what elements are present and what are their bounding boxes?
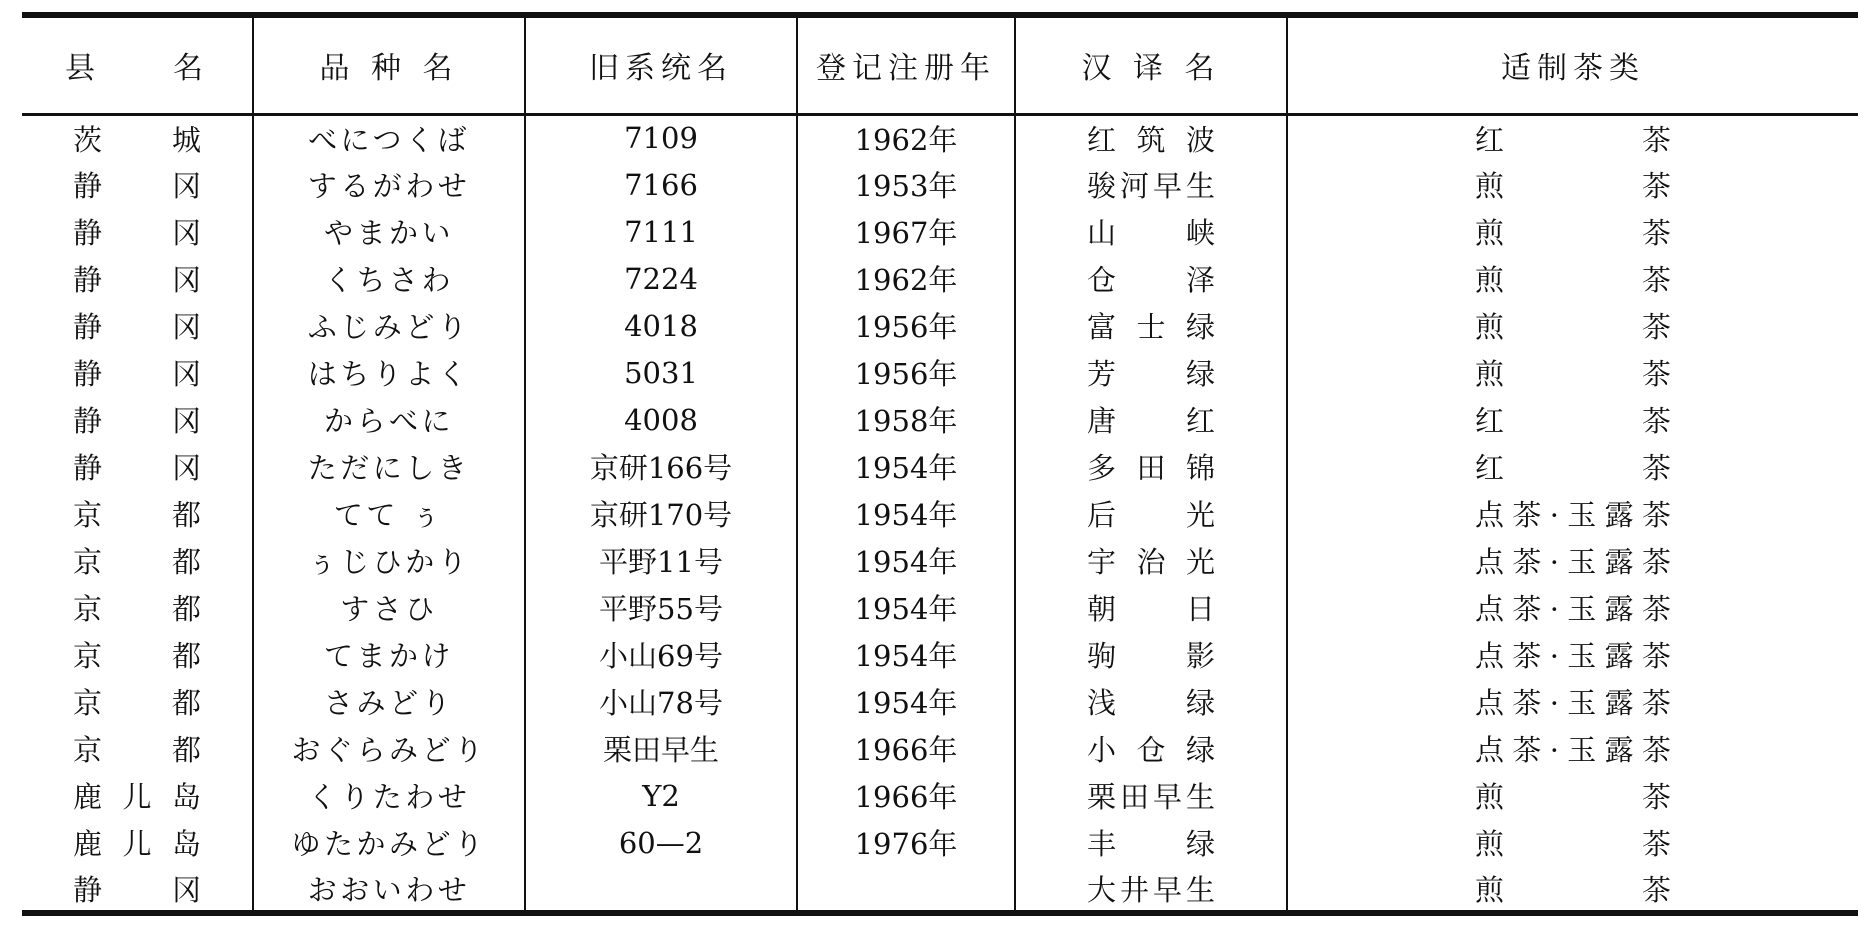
cultivar-cell: てまかけ	[253, 631, 525, 678]
old-name-cell: 京研170号	[525, 490, 797, 537]
chinese-name-cell-text: 丰绿	[1087, 827, 1215, 861]
county-cell-text: 静冈	[73, 451, 201, 485]
tea-type-cell	[1287, 114, 1858, 161]
old-name-cell: 4018	[525, 302, 797, 349]
tea-type-cell-text: 煎茶	[1475, 263, 1671, 297]
table-row	[22, 114, 1858, 161]
cultivar-cell: ただにしき	[253, 443, 525, 490]
year-cell: 1966年	[797, 725, 1015, 772]
chinese-name-cell-text: 红筑波	[1087, 122, 1215, 157]
county-cell	[22, 537, 253, 584]
county-cell	[22, 208, 253, 255]
tea-type-cell-text: 煎茶	[1475, 310, 1671, 344]
tea-type-cell-text: 煎茶	[1475, 169, 1671, 203]
table-body	[22, 114, 1858, 913]
table-row	[22, 349, 1858, 396]
year-cell: 1954年	[797, 631, 1015, 678]
tea-type-cell-text: 煎茶	[1475, 357, 1671, 391]
year-cell: 1954年	[797, 490, 1015, 537]
year-cell	[797, 866, 1015, 913]
cultivar-cell: やまかい	[253, 208, 525, 255]
year-cell: 1953年	[797, 161, 1015, 208]
county-cell	[22, 584, 253, 631]
tea-type-cell-text: 点茶·玉露茶	[1475, 545, 1671, 579]
county-cell	[22, 866, 253, 913]
table-row	[22, 443, 1858, 490]
header-chinese-name: 汉 译 名	[1015, 15, 1287, 114]
chinese-name-cell	[1015, 537, 1287, 584]
year-cell: 1962年	[797, 114, 1015, 161]
tea-cultivar-table	[22, 12, 1858, 916]
chinese-name-cell	[1015, 772, 1287, 819]
tea-type-cell	[1287, 255, 1858, 302]
tea-type-cell-text: 红茶	[1475, 451, 1671, 485]
old-name-cell: 小山69号	[525, 631, 797, 678]
old-name-cell: 小山78号	[525, 678, 797, 725]
year-cell: 1958年	[797, 396, 1015, 443]
county-cell	[22, 255, 253, 302]
tea-type-cell	[1287, 208, 1858, 255]
chinese-name-cell-text: 大井早生	[1087, 872, 1215, 907]
county-cell	[22, 490, 253, 537]
county-cell	[22, 772, 253, 819]
header-county: 县 名	[22, 15, 253, 114]
cultivar-cell: ゆたかみどり	[253, 819, 525, 866]
chinese-name-cell	[1015, 255, 1287, 302]
year-cell: 1954年	[797, 678, 1015, 725]
table-row	[22, 678, 1858, 725]
chinese-name-cell-text: 芳绿	[1087, 357, 1215, 391]
old-name-cell: 京研166号	[525, 443, 797, 490]
header-tea-type: 适制茶类	[1287, 15, 1858, 114]
chinese-name-cell-text: 后光	[1087, 498, 1215, 532]
tea-type-cell-text: 煎茶	[1475, 872, 1671, 907]
tea-type-cell	[1287, 302, 1858, 349]
old-name-cell: 5031	[525, 349, 797, 396]
tea-type-cell	[1287, 725, 1858, 772]
old-name-cell: 平野11号	[525, 537, 797, 584]
tea-type-cell	[1287, 537, 1858, 584]
county-cell-text: 鹿儿岛	[73, 827, 201, 861]
year-cell: 1966年	[797, 772, 1015, 819]
county-cell	[22, 302, 253, 349]
chinese-name-cell	[1015, 678, 1287, 725]
county-cell-text: 静冈	[73, 357, 201, 391]
tea-type-cell	[1287, 584, 1858, 631]
table-row	[22, 208, 1858, 255]
year-cell: 1954年	[797, 537, 1015, 584]
tea-type-cell	[1287, 443, 1858, 490]
cultivar-cell: ふじみどり	[253, 302, 525, 349]
county-cell-text: 茨城	[73, 122, 201, 157]
tea-type-cell	[1287, 866, 1858, 913]
tea-type-cell	[1287, 772, 1858, 819]
tea-type-cell	[1287, 490, 1858, 537]
tea-type-cell-text: 红茶	[1475, 404, 1671, 438]
header-year: 登记注册年	[797, 15, 1015, 114]
year-cell: 1956年	[797, 349, 1015, 396]
cultivar-cell: くちさわ	[253, 255, 525, 302]
tea-type-cell	[1287, 678, 1858, 725]
table-row	[22, 819, 1858, 866]
old-name-cell: 4008	[525, 396, 797, 443]
table-row	[22, 866, 1858, 913]
chinese-name-cell	[1015, 866, 1287, 913]
county-cell	[22, 114, 253, 161]
county-cell-text: 京都	[73, 592, 201, 626]
old-name-cell: 7166	[525, 161, 797, 208]
header-old-name: 旧系统名	[525, 15, 797, 114]
year-cell: 1956年	[797, 302, 1015, 349]
cultivar-cell: べにつくば	[253, 114, 525, 161]
tea-type-cell	[1287, 819, 1858, 866]
chinese-name-cell-text: 驹影	[1087, 639, 1215, 673]
table-row	[22, 490, 1858, 537]
tea-type-cell-text: 点茶·玉露茶	[1475, 498, 1671, 532]
cultivar-cell: てて ぅ	[253, 490, 525, 537]
year-cell: 1954年	[797, 584, 1015, 631]
chinese-name-cell	[1015, 396, 1287, 443]
county-cell	[22, 678, 253, 725]
table-row	[22, 584, 1858, 631]
county-cell-text: 静冈	[73, 310, 201, 344]
county-cell-text: 鹿儿岛	[73, 780, 201, 814]
old-name-cell: 7111	[525, 208, 797, 255]
tea-type-cell-text: 红茶	[1475, 122, 1671, 157]
county-cell	[22, 443, 253, 490]
tea-type-cell	[1287, 349, 1858, 396]
chinese-name-cell	[1015, 584, 1287, 631]
table-row	[22, 772, 1858, 819]
chinese-name-cell	[1015, 349, 1287, 396]
county-cell	[22, 725, 253, 772]
county-cell-text: 京都	[73, 639, 201, 673]
cultivar-cell: すさひ	[253, 584, 525, 631]
county-cell-text: 静冈	[73, 404, 201, 438]
tea-type-cell-text: 煎茶	[1475, 216, 1671, 250]
year-cell: 1967年	[797, 208, 1015, 255]
chinese-name-cell-text: 骏河早生	[1087, 169, 1215, 203]
county-cell-text: 静冈	[73, 872, 201, 907]
county-cell-text: 静冈	[73, 216, 201, 250]
cultivar-cell: するがわせ	[253, 161, 525, 208]
old-name-cell	[525, 866, 797, 913]
tea-type-cell-text: 点茶·玉露茶	[1475, 686, 1671, 720]
year-cell: 1976年	[797, 819, 1015, 866]
table-row	[22, 161, 1858, 208]
chinese-name-cell	[1015, 490, 1287, 537]
chinese-name-cell	[1015, 161, 1287, 208]
chinese-name-cell-text: 山峡	[1087, 216, 1215, 250]
chinese-name-cell-text: 朝日	[1087, 592, 1215, 626]
county-cell-text: 京都	[73, 733, 201, 767]
chinese-name-cell-text: 唐红	[1087, 404, 1215, 438]
chinese-name-cell-text: 仓泽	[1087, 263, 1215, 297]
county-cell	[22, 396, 253, 443]
county-cell-text: 京都	[73, 498, 201, 532]
cultivar-cell: ぅじひかり	[253, 537, 525, 584]
chinese-name-cell	[1015, 819, 1287, 866]
old-name-cell: 60—2	[525, 819, 797, 866]
year-cell: 1962年	[797, 255, 1015, 302]
old-name-cell: 7109	[525, 114, 797, 161]
chinese-name-cell-text: 栗田早生	[1087, 780, 1215, 814]
tea-type-cell	[1287, 396, 1858, 443]
tea-type-cell-text: 点茶·玉露茶	[1475, 733, 1671, 767]
county-cell-text: 静冈	[73, 263, 201, 297]
old-name-cell: 7224	[525, 255, 797, 302]
chinese-name-cell-text: 小仓绿	[1087, 733, 1215, 767]
chinese-name-cell	[1015, 114, 1287, 161]
chinese-name-cell-text: 富士绿	[1087, 310, 1215, 344]
cultivar-cell: はちりよく	[253, 349, 525, 396]
county-cell	[22, 161, 253, 208]
old-name-cell: 栗田早生	[525, 725, 797, 772]
chinese-name-cell	[1015, 631, 1287, 678]
table-row	[22, 255, 1858, 302]
table-row	[22, 631, 1858, 678]
chinese-name-cell	[1015, 208, 1287, 255]
county-cell-text: 京都	[73, 686, 201, 720]
county-cell	[22, 349, 253, 396]
cultivar-cell: おぐらみどり	[253, 725, 525, 772]
tea-type-cell-text: 点茶·玉露茶	[1475, 639, 1671, 673]
cultivar-cell: からべに	[253, 396, 525, 443]
cultivar-cell: おおいわせ	[253, 866, 525, 913]
county-cell	[22, 631, 253, 678]
header-cultivar: 品 种 名	[253, 15, 525, 114]
chinese-name-cell-text: 宇治光	[1087, 545, 1215, 579]
chinese-name-cell	[1015, 443, 1287, 490]
header-row	[22, 15, 1858, 114]
county-cell	[22, 819, 253, 866]
chinese-name-cell-text: 多田锦	[1087, 451, 1215, 485]
chinese-name-cell-text: 浅绿	[1087, 686, 1215, 720]
chinese-name-cell	[1015, 725, 1287, 772]
tea-type-cell-text: 点茶·玉露茶	[1475, 592, 1671, 626]
county-cell-text: 京都	[73, 545, 201, 579]
old-name-cell: Y2	[525, 772, 797, 819]
table-row	[22, 302, 1858, 349]
table-row	[22, 725, 1858, 772]
tea-type-cell	[1287, 631, 1858, 678]
chinese-name-cell	[1015, 302, 1287, 349]
tea-type-cell-text: 煎茶	[1475, 827, 1671, 861]
old-name-cell: 平野55号	[525, 584, 797, 631]
tea-type-cell-text: 煎茶	[1475, 780, 1671, 814]
cultivar-cell: さみどり	[253, 678, 525, 725]
county-cell-text: 静冈	[73, 169, 201, 203]
year-cell: 1954年	[797, 443, 1015, 490]
table-row	[22, 396, 1858, 443]
tea-type-cell	[1287, 161, 1858, 208]
cultivar-cell: くりたわせ	[253, 772, 525, 819]
table-row	[22, 537, 1858, 584]
